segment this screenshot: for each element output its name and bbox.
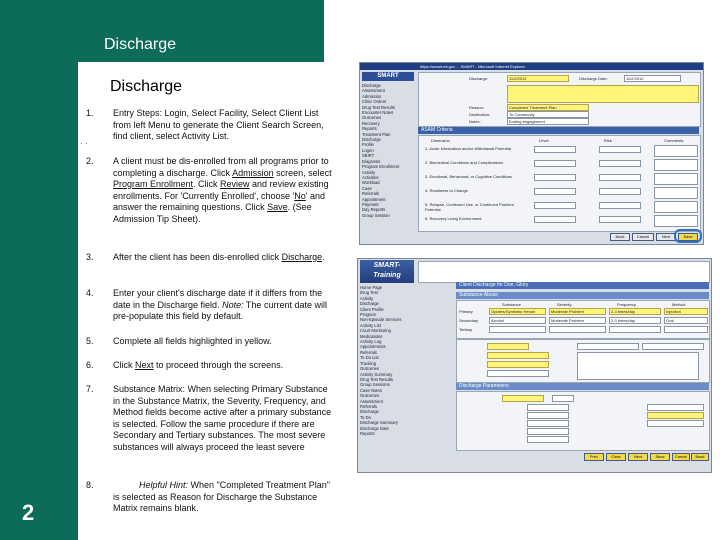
parameter-select[interactable]: [647, 412, 704, 419]
next-link[interactable]: Next: [135, 360, 154, 370]
review-link[interactable]: Review: [220, 179, 250, 189]
menu-item[interactable]: Discharge Date: [360, 425, 389, 431]
menu-item[interactable]: Reports: [362, 126, 377, 132]
params-title: Discharge Parameters: [456, 383, 709, 390]
table-row: 2. Biomedical Conditions and Complications: [425, 160, 504, 165]
table-row: 3. Emotional, Behavioral, or Cognitive Conditions: [425, 174, 512, 179]
menu-item[interactable]: To Do List: [360, 355, 379, 361]
discharge-link[interactable]: Discharge: [281, 252, 323, 262]
other-problems-box[interactable]: [577, 352, 699, 380]
menu-item[interactable]: Payment: [362, 201, 379, 207]
parameter-select[interactable]: [527, 436, 569, 443]
admission-link[interactable]: Admission: [232, 167, 274, 178]
field[interactable]: [487, 343, 529, 350]
parameter-select[interactable]: [647, 420, 704, 427]
browser-titlebar: https://smart.mt.gov ... SMART - Microsoft Internet Explorer: [360, 63, 703, 70]
back-button[interactable]: Back: [691, 453, 709, 461]
menu-item[interactable]: Client Profile: [360, 306, 384, 312]
client-info-header: [418, 261, 710, 283]
menu-item[interactable]: Clinic Orders: [362, 99, 387, 105]
notes-input[interactable]: Ending engagement: [507, 118, 589, 125]
save-button[interactable]: Save: [678, 233, 698, 241]
asam-section-header: ASAM Criteria: [418, 127, 699, 134]
menu-item[interactable]: Discharge: [360, 301, 379, 307]
back-button[interactable]: Back: [610, 233, 630, 241]
additional-fields: [456, 339, 710, 383]
menu-item[interactable]: Outcomes: [362, 115, 382, 121]
menu-item[interactable]: Discharge: [362, 83, 381, 88]
primary-substance-select[interactable]: Opiates/Synthetic Heroin: [489, 308, 546, 315]
menu-item[interactable]: Drug Test: [360, 290, 378, 296]
menu-item[interactable]: Admission: [362, 93, 382, 99]
table-row: 4. Readiness to Change: [425, 188, 468, 193]
menu-item[interactable]: Non-Episode Services: [360, 317, 402, 323]
menu-item[interactable]: Assessment: [360, 398, 383, 404]
field[interactable]: [487, 352, 549, 359]
menu-item[interactable]: Drug Test Results: [362, 104, 395, 110]
menu-item[interactable]: Appointments: [360, 344, 386, 350]
menu-item[interactable]: Program Enrollment: [362, 164, 400, 170]
discharge-form-panel: Discharge: 11/2/2012 Discharge Date: 11/2/2012 Reason: Completed Treatment Plan Destination: To Community Notes: Ending engagement: [418, 72, 701, 127]
menu-item[interactable]: Assessment: [362, 88, 385, 94]
menu-item[interactable]: Case: [362, 185, 372, 191]
slide-number: 2: [22, 500, 35, 525]
parameter-select[interactable]: [527, 420, 569, 427]
menu-item[interactable]: Group Session: [362, 212, 390, 218]
table-row: 5. Relapse, Continued Use, or Continued Problem Potential: [425, 202, 514, 212]
primary-severity-select[interactable]: Moderate Problem: [549, 308, 606, 315]
secondary-substance-select[interactable]: Alcohol: [489, 317, 546, 324]
menu-item[interactable]: Drug Test Results: [360, 376, 393, 382]
menu-item[interactable]: Referrals: [362, 191, 379, 197]
level-select[interactable]: [534, 174, 576, 181]
menu-item[interactable]: Tracking: [360, 360, 376, 366]
tertiary-frequency-select[interactable]: [609, 326, 661, 333]
menu-item[interactable]: Activity: [362, 169, 376, 175]
matrix-title: Substance Abuse: [456, 292, 709, 299]
no-option[interactable]: No: [294, 190, 306, 201]
primary-method-select[interactable]: Injection: [664, 308, 708, 315]
menu-item[interactable]: Outcomes: [360, 393, 380, 399]
menu-item[interactable]: Day Reports: [362, 207, 386, 213]
menu-item[interactable]: Program: [360, 312, 377, 318]
menu-item[interactable]: To Do: [360, 414, 371, 420]
asam-table: Dimension Level Risk Comments 1. Acute Intoxication and/or Withdrawal Potential 2. Biomedical Conditions and Complications 3. Emotional, Behavioral, or Cognitive Conditions 4. Readiness to Change 5. Relapse, Continued Use, or Continued Problem Potential 6. Recovery Living Environment: [418, 135, 701, 232]
primary-frequency-select[interactable]: 2-3 times/day: [609, 308, 661, 315]
tertiary-method-select[interactable]: [664, 326, 708, 333]
menu-item[interactable]: Encounter Notes: [362, 110, 394, 116]
comment-box[interactable]: [654, 159, 698, 171]
comment-box[interactable]: [654, 201, 698, 213]
risk-select[interactable]: [599, 146, 641, 153]
menu-item[interactable]: SBIRT: [362, 153, 375, 159]
discharge-input[interactable]: 11/2/2012: [507, 75, 569, 82]
discharge-screenshot-1: [359, 62, 704, 245]
level-select[interactable]: [534, 160, 576, 167]
risk-select[interactable]: [599, 174, 641, 181]
comment-box[interactable]: [654, 173, 698, 185]
menu-item[interactable]: Group Sessions: [360, 382, 390, 388]
menu-item[interactable]: Profile: [362, 142, 374, 148]
table-row: 6. Recovery Living Environment: [425, 216, 482, 221]
parameter-select[interactable]: [527, 412, 569, 419]
tertiary-severity-select[interactable]: [549, 326, 606, 333]
cancel-button[interactable]: Cancel: [672, 453, 690, 461]
risk-select[interactable]: [599, 202, 641, 209]
discharge-parameters: [456, 391, 710, 451]
comment-box[interactable]: [654, 145, 698, 157]
section-title: Client Discharge for Doe, Glory: [456, 282, 709, 289]
menu-item[interactable]: Reports: [360, 430, 375, 436]
menu-item[interactable]: Discharge: [362, 137, 381, 143]
menu-item[interactable]: Outcomes: [360, 366, 380, 372]
decorative-dots: . .: [80, 136, 88, 146]
field[interactable]: [487, 370, 549, 377]
menu-item[interactable]: Logon: [362, 147, 374, 153]
highlight-ring: [674, 229, 702, 243]
substance-matrix: Substance Severity Frequency Method Primary Opiates/Synthetic Heroin Moderate Problem 2-3 times/day Injection Secondary Alcohol Moderate Problem 2-3 times/day Oral Tertiary: [456, 300, 710, 339]
next-button[interactable]: Next: [656, 233, 676, 241]
clear-button[interactable]: Clear: [606, 453, 626, 461]
table-row: 1. Acute Intoxication and/or Withdrawal Potential: [425, 146, 511, 151]
menu-item[interactable]: Recovery: [362, 120, 380, 126]
yellow-fields: [507, 85, 699, 103]
menu-item[interactable]: Referrals: [360, 403, 377, 409]
menu-item[interactable]: Discharge: [360, 409, 379, 415]
comment-box[interactable]: [654, 187, 698, 199]
risk-select[interactable]: [599, 216, 641, 223]
parameter-select[interactable]: [552, 395, 574, 402]
secondary-method-select[interactable]: Oral: [664, 317, 708, 324]
save-link[interactable]: Save: [267, 202, 288, 212]
slide-subtitle: Discharge: [110, 78, 183, 95]
menu-item[interactable]: Medications: [360, 333, 383, 339]
reason-select[interactable]: Completed Treatment Plan: [507, 104, 589, 111]
smart-training-logo: SMART- Training: [360, 260, 414, 283]
level-select[interactable]: [534, 146, 576, 153]
smart-logo: SMART: [362, 72, 414, 81]
menu-item[interactable]: Activity: [360, 295, 374, 301]
destination-select[interactable]: To Community: [507, 111, 589, 118]
parameter-select[interactable]: [502, 395, 544, 402]
menu-item[interactable]: Workload: [362, 180, 380, 186]
header-title: Discharge: [104, 36, 177, 53]
secondary-severity-select[interactable]: Moderate Problem: [549, 317, 606, 324]
parameter-select[interactable]: [527, 404, 569, 411]
discharge-screenshot-2: [357, 258, 712, 473]
menu-item[interactable]: Activity Summary: [360, 371, 393, 377]
slide-sidebar: [0, 0, 78, 540]
level-select[interactable]: [534, 188, 576, 195]
secondary-frequency-select[interactable]: 2-3 times/day: [609, 317, 661, 324]
menu-item[interactable]: Referrals: [360, 349, 377, 355]
save-button[interactable]: Save: [650, 453, 670, 461]
menu-item[interactable]: Appointment: [362, 196, 386, 202]
menu-item[interactable]: Case Notes: [360, 387, 382, 393]
menu-item[interactable]: Court Monitoring: [360, 328, 391, 334]
discharge-date-input[interactable]: 11/2/2012: [624, 75, 681, 82]
risk-select[interactable]: [599, 160, 641, 167]
parameter-select[interactable]: [647, 404, 704, 411]
level-select[interactable]: [534, 202, 576, 209]
program-enrollment-link[interactable]: Program Enrollment: [113, 179, 194, 189]
risk-select[interactable]: [599, 188, 641, 195]
left-menu: [360, 285, 412, 436]
menu-item[interactable]: Discharge Summary: [360, 420, 398, 426]
menu-item[interactable]: Diagnosis: [362, 158, 381, 164]
level-select[interactable]: [534, 216, 576, 223]
menu-item[interactable]: Home Page: [360, 285, 383, 290]
field[interactable]: [642, 343, 704, 350]
left-menu: [362, 83, 416, 218]
tertiary-substance-select[interactable]: [489, 326, 546, 333]
prev-button[interactable]: Prev: [584, 453, 604, 461]
menu-item[interactable]: Treatment Plan: [362, 131, 391, 137]
field[interactable]: [487, 361, 549, 368]
cancel-button[interactable]: Cancel: [632, 233, 654, 241]
menu-item[interactable]: Activity Log: [360, 339, 382, 345]
next-button[interactable]: Next: [628, 453, 648, 461]
comment-box[interactable]: [654, 215, 698, 227]
menu-item[interactable]: Activities: [362, 174, 379, 180]
parameter-select[interactable]: [527, 428, 569, 435]
menu-item[interactable]: Activity List: [360, 322, 381, 328]
field[interactable]: [577, 343, 639, 350]
